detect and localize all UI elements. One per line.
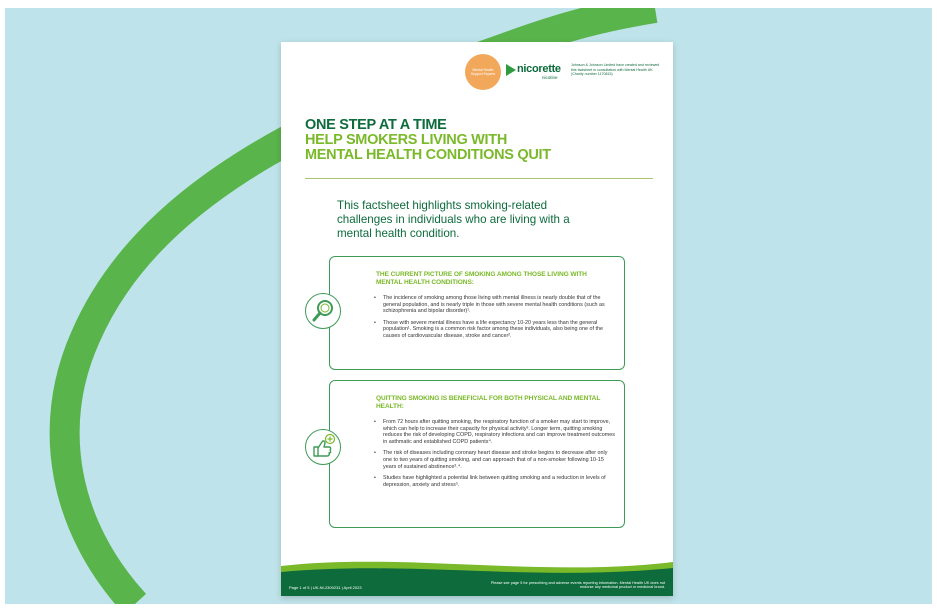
section-quitting-benefits: [329, 380, 625, 528]
magnifier-icon: [305, 293, 341, 329]
logo-name: nicorette: [517, 63, 561, 75]
list-item: • The risk of diseases including coronary heart disease and stroke begins to decrease after only one to two years of quitting smoking, and can approach that of a non-smoker following 10-15 years of sustained abstinence³˒⁴.: [374, 450, 616, 470]
footer-wave: [281, 556, 673, 596]
consultation-note: Johnson & Johnson Limited have created and reviewed this factsheet in consultation with Mental Health UK (Charity number 1170815): [571, 63, 660, 76]
section-heading: QUITTING SMOKING IS BENEFICIAL FOR BOTH PHYSICAL AND MENTAL HEALTH:: [376, 395, 601, 410]
list-item: • From 72 hours after quitting smoking, the respiratory function of a smoker may start to improve, which can help to increase their capacity for physical activity³. Longer term, quitting smoking reduces the risk of developing COPD, respiratory infections and can improve treatment outcomes in asthmatic and established COPD patients⁴.: [374, 419, 616, 445]
section-current-picture: [329, 256, 625, 370]
nicorette-logo: [506, 63, 566, 83]
logo-arrow-icon: [506, 64, 516, 76]
list-item: • Studies have highlighted a potential link between quitting smoking and a reduction in levels of depression, anxiety and stress⁵.: [374, 475, 616, 488]
list-item: • Those with severe mental illness have a life expectancy 10-20 years less than the general population¹. Smoking is a common risk factor among these individuals, also being one of the causes of cardiovascular disease, stroke and cancer².: [374, 320, 616, 340]
thumbs-up-plus-icon: [305, 429, 341, 465]
section-bullet-list: [374, 419, 616, 493]
page-title: [305, 118, 645, 163]
image-frame: [5, 8, 932, 604]
badge-label: Mental Health Support Experts: [470, 68, 496, 76]
support-badge: [465, 54, 501, 90]
title-divider: [305, 178, 653, 179]
logo-subline: nicotine: [542, 75, 558, 80]
title-line-2: HELP SMOKERS LIVING WITH MENTAL HEALTH CONDITIONS QUIT: [305, 132, 551, 163]
list-item: • The incidence of smoking among those living with mental illness is nearly double that of the general population, and is nearly triple in those with severe mental health conditions (such as schizophrenia and bipolar disorder)¹.: [374, 295, 616, 315]
factsheet-page: [281, 42, 673, 596]
footer-reference: Page 1 of 5 | UK-NI-2300231 | April 2023: [289, 585, 362, 590]
section-bullet-list: [374, 295, 616, 345]
section-heading: THE CURRENT PICTURE OF SMOKING AMONG THOSE LIVING WITH MENTAL HEALTH CONDITIONS:: [376, 271, 587, 286]
intro-text: This factsheet highlights smoking-related challenges in individuals who are living with a mental health condition.: [337, 199, 570, 240]
title-line-1: ONE STEP AT A TIME: [305, 117, 447, 133]
footer-disclaimer: Please see page 5 for prescribing and adverse events reporting information. Mental Health UK does not endorse any medicinal product or medicinal brand.: [490, 580, 665, 590]
